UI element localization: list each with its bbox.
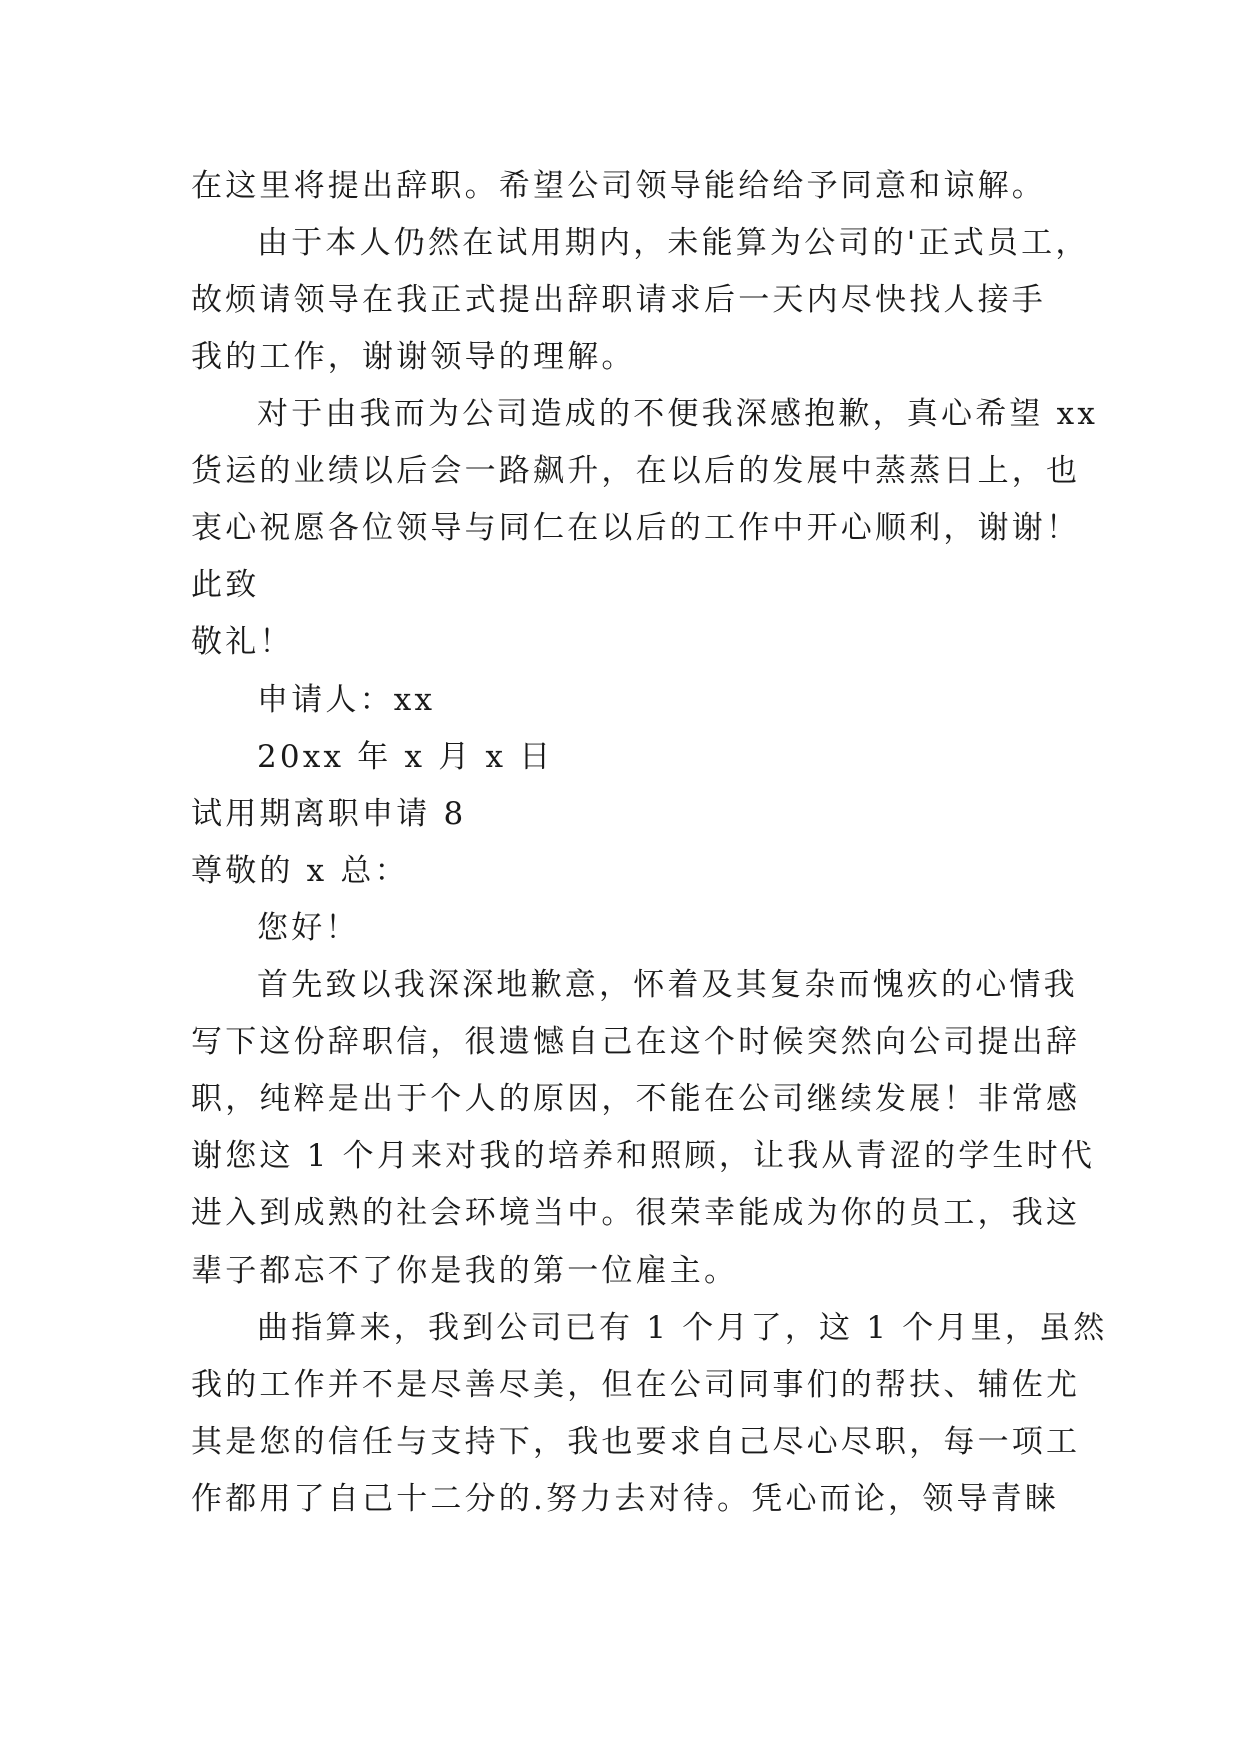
text-line: 由于本人仍然在试用期内，未能算为公司的'正式员工，: [257, 225, 1090, 261]
closing-regards: 敬礼！: [191, 624, 294, 660]
text-line: 衷心祝愿各位领导与同仁在以后的工作中开心顺利，谢谢！: [191, 510, 1081, 546]
text-line: 曲指算来，我到公司已有 1 个月了，这 1 个月里，虽然: [257, 1310, 1108, 1346]
text-line: 货运的业绩以后会一路飙升，在以后的发展中蒸蒸日上，也: [191, 453, 1081, 489]
text-line: 作都用了自己十二分的.努力去对待。凭心而论，领导青睐: [191, 1481, 1060, 1517]
closing-salutation: 此致: [191, 567, 260, 603]
section-heading: 试用期离职申请 8: [191, 796, 467, 832]
text-line: 我的工作，谢谢领导的理解。: [191, 339, 636, 375]
letter-salutation: 尊敬的 x 总：: [191, 853, 409, 889]
signature-date: 20xx 年 x 月 x 日: [257, 739, 554, 775]
text-line: 首先致以我深深地歉意，怀着及其复杂而愧疚的心情我: [257, 967, 1078, 1003]
text-line: 进入到成熟的社会环境当中。很荣幸能成为你的员工，我这: [191, 1195, 1081, 1231]
text-line: 我的工作并不是尽善尽美，但在公司同事们的帮扶、辅佐尤: [191, 1367, 1081, 1403]
text-line: 谢您这 1 个月来对我的培养和照顾，让我从青涩的学生时代: [191, 1138, 1096, 1174]
text-line: 写下这份辞职信，很遗憾自己在这个时候突然向公司提出辞: [191, 1024, 1081, 1060]
text-line: 职，纯粹是出于个人的原因，不能在公司继续发展！非常感: [191, 1081, 1081, 1117]
text-line: 其是您的信任与支持下，我也要求自己尽心尽职，每一项工: [191, 1424, 1081, 1460]
text-line: 在这里将提出辞职。希望公司领导能给给予同意和谅解。: [191, 168, 1046, 204]
letter-greeting: 您好！: [257, 910, 360, 946]
text-line: 故烦请领导在我正式提出辞职请求后一天内尽快找人接手: [191, 282, 1046, 318]
text-line: 对于由我而为公司造成的不便我深感抱歉，真心希望 xx: [257, 396, 1099, 432]
text-line: 辈子都忘不了你是我的第一位雇主。: [191, 1253, 739, 1289]
signature-applicant: 申请人：xx: [257, 682, 436, 718]
